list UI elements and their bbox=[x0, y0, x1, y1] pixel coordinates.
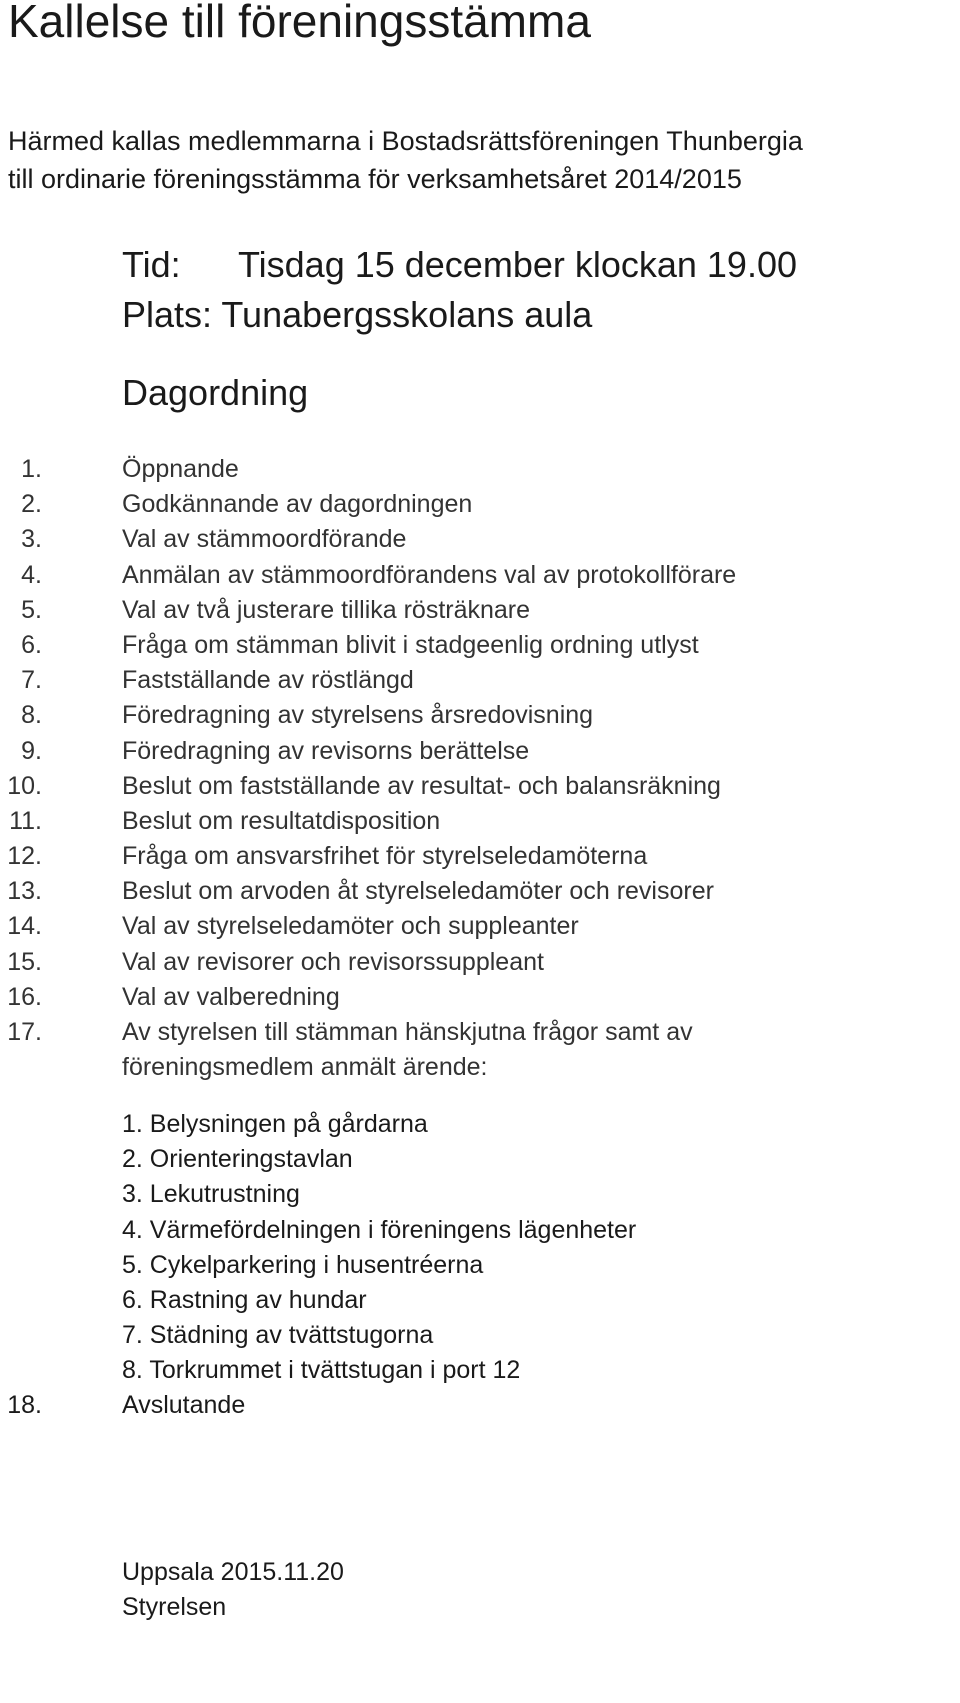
agenda-item-number: 10. bbox=[7, 771, 42, 800]
intro-paragraph bbox=[8, 122, 803, 198]
agenda-item-text: Godkännande av dagordningen bbox=[122, 490, 473, 519]
agenda-item-number: 14. bbox=[7, 912, 42, 941]
agenda-item-number: 13. bbox=[7, 877, 42, 906]
agenda-item-number: 2. bbox=[21, 490, 42, 519]
agenda-item-text: Anmälan av stämmoordförandens val av protokollförare bbox=[122, 560, 737, 589]
agenda-subitem: 3. Lekutrustning bbox=[122, 1180, 300, 1209]
time-value: Tisdag 15 december klockan 19.00 bbox=[238, 244, 798, 285]
agenda-item-text: Föredragning av revisorns berättelse bbox=[122, 736, 530, 765]
agenda-item-number: 15. bbox=[7, 947, 42, 976]
agenda-item-number: 16. bbox=[7, 982, 42, 1011]
agenda-item-text: Avslutande bbox=[122, 1391, 246, 1419]
intro-line: Härmed kallas medlemmarna i Bostadsrättsföreningen Thunbergia bbox=[8, 126, 803, 156]
agenda-item-number: 11. bbox=[9, 806, 42, 835]
agenda-subitem: 1. Belysningen på gårdarna bbox=[122, 1110, 428, 1138]
agenda-item-number: 4. bbox=[21, 560, 42, 589]
place-label: Plats: bbox=[122, 294, 213, 335]
agenda-subitem: 8. Torkrummet i tvättstugan i port 12 bbox=[122, 1356, 521, 1385]
meeting-details bbox=[122, 240, 797, 340]
agenda-item-number: 1. bbox=[21, 455, 42, 483]
agenda-item-text: Val av revisorer och revisorssuppleant bbox=[122, 947, 544, 976]
agenda-item-number: 7. bbox=[21, 666, 42, 695]
agenda-item-text: Beslut om resultatdisposition bbox=[122, 806, 441, 835]
agenda-item-number: 12. bbox=[7, 842, 42, 871]
agenda-heading: Dagordning bbox=[122, 372, 309, 413]
signoff bbox=[122, 1555, 344, 1625]
intro-line: till ordinarie föreningsstämma för verksamhetsåret 2014/2015 bbox=[8, 164, 742, 194]
agenda-subitem: 6. Rastning av hundar bbox=[122, 1285, 367, 1314]
agenda-item-text: Val av styrelseledamöter och suppleanter bbox=[122, 912, 579, 941]
agenda-item-text: Fråga om stämman blivit i stadgeenlig ordning utlyst bbox=[122, 630, 699, 659]
agenda-item-number: 8. bbox=[21, 701, 42, 730]
agenda-item-number: 6. bbox=[21, 630, 42, 659]
agenda-subitem: 5. Cykelparkering i husentréerna bbox=[122, 1250, 484, 1279]
agenda-item-final bbox=[0, 1388, 900, 1424]
meeting-place-row bbox=[122, 290, 797, 340]
agenda-item-text: Av styrelsen till stämman hänskjutna frågor samt av föreningsmedlem anmält ärende: bbox=[122, 1018, 693, 1082]
agenda-item-text: Val av två justerare tillika rösträknare bbox=[122, 595, 531, 624]
agenda-item-number: 18. bbox=[7, 1391, 42, 1419]
signoff-place-date: Uppsala 2015.11.20 bbox=[122, 1558, 344, 1586]
agenda-item-text: Fastställande av röstlängd bbox=[122, 666, 414, 695]
agenda-item-text: Fråga om ansvarsfrihet för styrelseledamöterna bbox=[122, 842, 648, 871]
time-label: Tid: bbox=[122, 244, 181, 285]
place-value: Tunabergsskolans aula bbox=[221, 294, 593, 335]
agenda-item-text: Val av stämmoordförande bbox=[122, 525, 407, 554]
agenda-subitem: 4. Värmefördelningen i föreningens lägenheter bbox=[122, 1215, 637, 1244]
meeting-time-row bbox=[122, 240, 797, 290]
agenda-item-text: Öppnande bbox=[122, 455, 239, 483]
agenda-item-text: Beslut om fastställande av resultat- och balansräkning bbox=[122, 771, 721, 800]
document-title: Kallelse till föreningsstämma bbox=[8, 0, 591, 47]
signoff-signer: Styrelsen bbox=[122, 1593, 227, 1621]
agenda-subitem: 7. Städning av tvättstugorna bbox=[122, 1321, 434, 1350]
agenda-subitem: 2. Orienteringstavlan bbox=[122, 1145, 353, 1174]
agenda-item-text: Beslut om arvoden åt styrelseledamöter och revisorer bbox=[122, 877, 714, 906]
agenda-item-text: Val av valberedning bbox=[122, 982, 340, 1011]
agenda-item-number: 9. bbox=[21, 736, 42, 765]
agenda-item-number: 3. bbox=[21, 525, 42, 554]
agenda-subitems bbox=[0, 1107, 636, 1389]
agenda-item-number: 17. bbox=[7, 1018, 42, 1046]
agenda-item-text: Föredragning av styrelsens årsredovisning bbox=[122, 701, 594, 730]
agenda-item-number: 5. bbox=[21, 595, 42, 624]
